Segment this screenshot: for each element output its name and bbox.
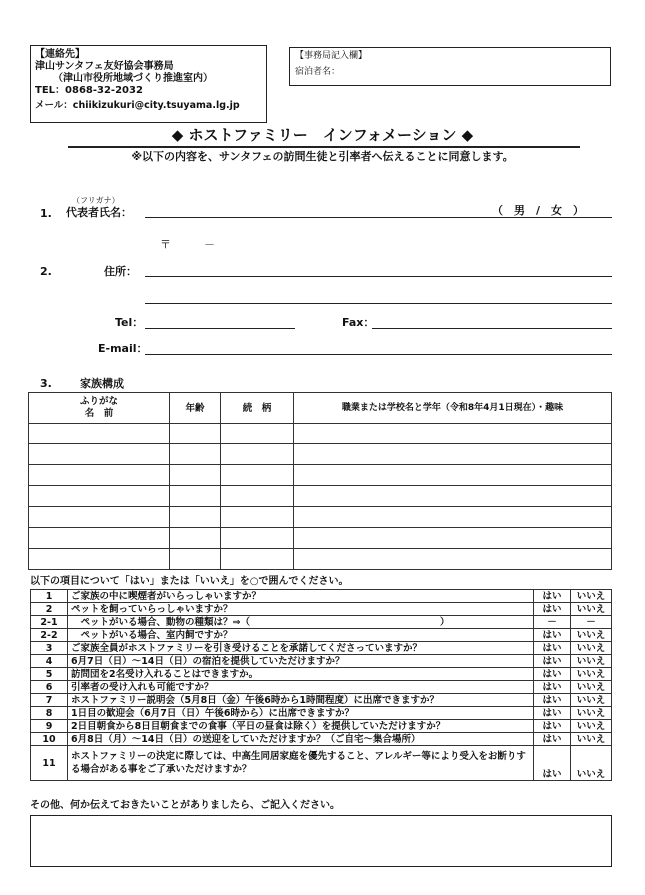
yes-option[interactable]: はい	[534, 720, 571, 733]
question-text: 訪問団を2名受け入れることはできますか。	[68, 668, 534, 681]
contact-dept: （津山市役所地域づくり推進室内）	[53, 73, 213, 84]
address-label: 住所：	[104, 265, 137, 278]
yes-option[interactable]: はい	[534, 590, 571, 603]
contact-box	[30, 45, 267, 123]
fax-label: Fax：	[342, 316, 375, 329]
yes-option[interactable]: －	[534, 616, 571, 629]
question-row	[31, 681, 612, 694]
section3-number: 3.	[40, 377, 52, 390]
furigana-label: （フリガナ）	[72, 196, 120, 205]
no-option[interactable]: いいえ	[571, 629, 612, 642]
question-row	[31, 629, 612, 642]
title-underline	[68, 146, 580, 148]
representative-name-field[interactable]	[145, 217, 612, 218]
question-text: ホストファミリーの決定に際しては、中高生同居家庭を優先すること、アレルギー等により受入をお断りする場合がある事をご了承いただけますか？	[68, 746, 534, 781]
family-table-header	[29, 393, 612, 424]
table-row[interactable]	[29, 507, 612, 528]
contact-tel: TEL：0868-32-2032	[35, 85, 143, 96]
question-text: 2日目朝食から8日目朝食までの食事（平日の昼食は除く）を提供していただけますか？	[68, 720, 534, 733]
question-row	[31, 642, 612, 655]
question-text: 6月8日（月）～14日（日）の送迎をしていただけますか？（ご自宅～集合場所）	[68, 733, 534, 746]
yes-option[interactable]: はい	[534, 655, 571, 668]
yes-option[interactable]: はい	[534, 694, 571, 707]
question-text: 1日目の歓迎会（6月7日（日）午後6時から）に出席できますか？	[68, 707, 534, 720]
question-number: 2-1	[31, 616, 68, 629]
guest-name-label: 宿泊者名：	[295, 67, 341, 77]
occupation-header: 職業または学校名と学年（令和8年4月1日現在）・趣味	[294, 393, 612, 424]
no-option[interactable]: いいえ	[571, 642, 612, 655]
relation-header: 続 柄	[221, 393, 294, 424]
yes-option[interactable]: はい	[534, 642, 571, 655]
no-option[interactable]: いいえ	[571, 603, 612, 616]
office-heading: 【事務局記入欄】	[295, 51, 368, 61]
no-option[interactable]: いいえ	[571, 668, 612, 681]
question-number: 11	[31, 746, 68, 781]
no-option[interactable]: いいえ	[571, 720, 612, 733]
question-text: 引率者の受け入れも可能ですか？	[68, 681, 534, 694]
question-number: 7	[31, 694, 68, 707]
question-number: 3	[31, 642, 68, 655]
email-field[interactable]	[145, 354, 612, 355]
page-title: ◆ ホストファミリー インフォメーション ◆	[171, 126, 474, 144]
representative-name-label: 代表者氏名：	[66, 206, 132, 219]
question-text: ホストファミリー説明会（5月8日（金）午後6時から1時間程度）に出席できますか？	[68, 694, 534, 707]
question-row	[31, 616, 612, 629]
question-text: ペットがいる場合、動物の種類は？⇒（ ）	[68, 616, 534, 629]
no-option[interactable]: いいえ	[571, 590, 612, 603]
address-field-line1[interactable]	[145, 276, 612, 277]
section1-number: 1.	[40, 207, 52, 220]
contact-org: 津山サンタフェ友好協会事務局	[35, 61, 174, 72]
questions-intro: 以下の項目について「はい」または「いいえ」を○で囲んでください。	[30, 576, 349, 587]
question-number: 9	[31, 720, 68, 733]
table-row[interactable]	[29, 528, 612, 549]
yes-option[interactable]: はい	[534, 707, 571, 720]
yes-option[interactable]: はい	[534, 733, 571, 746]
question-text: ペットがいる場合、室内飼ですか？	[68, 629, 534, 642]
no-option[interactable]: いいえ	[571, 694, 612, 707]
office-use-box	[289, 47, 611, 86]
question-row	[31, 707, 612, 720]
name-main-header: 名 前	[84, 408, 114, 419]
address-field-line2[interactable]	[145, 303, 612, 304]
family-label: 家族構成	[80, 377, 124, 390]
contact-heading: 【連絡先】	[35, 49, 85, 60]
question-number: 1	[31, 590, 68, 603]
table-row[interactable]	[29, 424, 612, 444]
question-row	[31, 668, 612, 681]
question-text: 6月7日（日）～14日（日）の宿泊を提供していただけますか？	[68, 655, 534, 668]
question-number: 2	[31, 603, 68, 616]
question-text: ご家族の中に喫煙者がいらっしゃいますか？	[68, 590, 534, 603]
yes-option[interactable]: はい	[534, 668, 571, 681]
question-row	[31, 655, 612, 668]
question-row	[31, 720, 612, 733]
question-text: ペットを飼っていらっしゃいますか？	[68, 603, 534, 616]
yes-option[interactable]: はい	[534, 746, 571, 781]
other-comments-field[interactable]	[30, 815, 612, 867]
section2-number: 2.	[40, 265, 52, 278]
name-ruby-header: ふりがな	[79, 396, 118, 407]
tel-label: Tel：	[115, 316, 144, 329]
no-option[interactable]: いいえ	[571, 681, 612, 694]
name-header	[29, 393, 170, 424]
table-row[interactable]	[29, 465, 612, 486]
family-table	[28, 392, 612, 570]
table-row[interactable]	[29, 486, 612, 507]
yes-option[interactable]: はい	[534, 603, 571, 616]
question-row	[31, 733, 612, 746]
tel-field[interactable]	[145, 328, 295, 329]
question-number: 5	[31, 668, 68, 681]
question-row	[31, 746, 612, 781]
question-row	[31, 590, 612, 603]
no-option[interactable]: いいえ	[571, 733, 612, 746]
postal-code[interactable]: 〒 －	[160, 238, 215, 251]
table-row[interactable]	[29, 549, 612, 570]
question-number: 8	[31, 707, 68, 720]
no-option[interactable]: いいえ	[571, 746, 612, 781]
fax-field[interactable]	[372, 328, 612, 329]
gender-choice[interactable]: （ 男 / 女 ）	[492, 204, 585, 217]
no-option[interactable]: いいえ	[571, 707, 612, 720]
question-text: ご家族全員がホストファミリーを引き受けることを承諾してくださっていますか？	[68, 642, 534, 655]
email-label: E-mail：	[98, 342, 148, 355]
other-prompt: その他、何か伝えておきたいことがありましたら、ご記入ください。	[30, 800, 340, 811]
questions-table	[30, 589, 612, 781]
question-row	[31, 694, 612, 707]
yes-option[interactable]: はい	[534, 681, 571, 694]
question-number: 2-2	[31, 629, 68, 642]
question-number: 6	[31, 681, 68, 694]
question-number: 10	[31, 733, 68, 746]
age-header: 年齢	[170, 393, 221, 424]
no-option[interactable]: －	[571, 616, 612, 629]
no-option[interactable]: いいえ	[571, 655, 612, 668]
contact-mail: メール：chiikizukuri@city.tsuyama.lg.jp	[35, 100, 240, 111]
question-number: 4	[31, 655, 68, 668]
yes-option[interactable]: はい	[534, 629, 571, 642]
consent-notice: ※以下の内容を、サンタフェの訪問生徒と引率者へ伝えることに同意します。	[131, 150, 514, 163]
question-row	[31, 603, 612, 616]
table-row[interactable]	[29, 444, 612, 465]
